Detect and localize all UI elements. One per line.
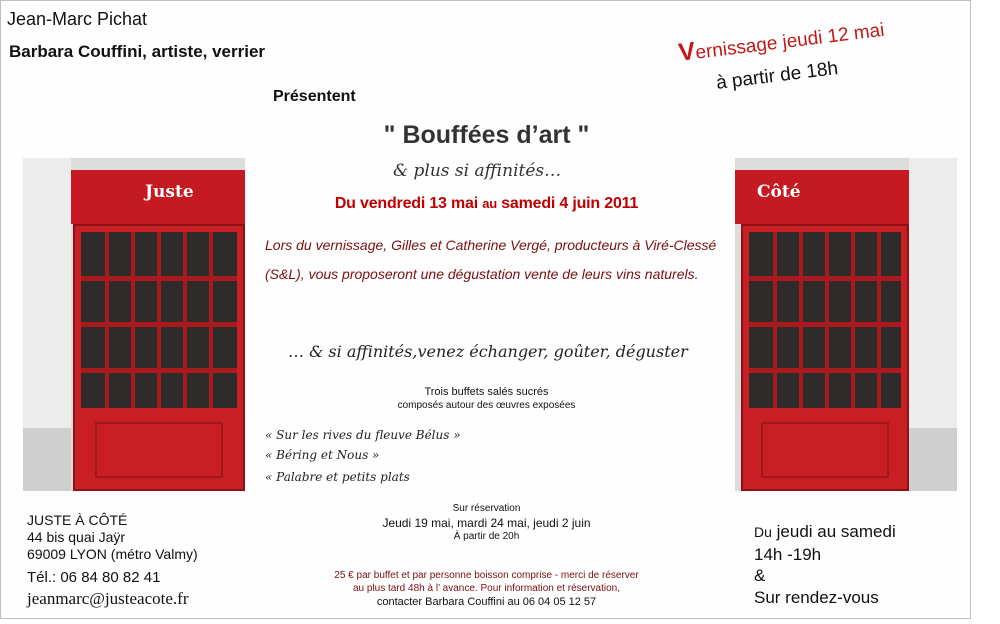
event-subtitle: & plus si affinités… — [393, 161, 562, 181]
storefront-photo-left — [23, 158, 245, 491]
opening-days-range: jeudi au samedi — [776, 522, 896, 541]
event-title: " Bouffées d’art " — [383, 121, 590, 149]
pricing-line-2: au plus tard 48h à l’ avance. Pour information et réservation, — [352, 583, 620, 594]
stone-base — [909, 428, 957, 491]
door-bar — [209, 232, 213, 408]
shop-sign-juste: Juste — [145, 182, 194, 202]
door-bar — [131, 232, 135, 408]
pricing-line-1: 25 € par buffet et par personne boisson comprise - merci de réserver — [334, 570, 639, 581]
vernissage-date — [677, 14, 886, 68]
vernissage-initial: V — [677, 36, 697, 67]
organizer-name: Jean-Marc Pichat — [7, 9, 148, 29]
door-bar — [799, 232, 803, 408]
door-bar — [773, 232, 777, 408]
door-bar — [105, 232, 109, 408]
buffet-item: « Béring et Nous » — [265, 448, 380, 462]
venue-city: 69009 LYON (métro Valmy) — [27, 546, 198, 562]
reservation-time: À partir de 20h — [453, 531, 520, 542]
buffet-item: « Sur les rives du fleuve Bélus » — [265, 428, 461, 442]
presents-label: Présentent — [273, 88, 356, 105]
opening-days — [754, 522, 896, 542]
red-door — [73, 224, 245, 491]
reservation-label: Sur réservation — [452, 503, 521, 514]
affinites-line: … & si affinités,venez échanger, goûter, déguster — [288, 342, 688, 361]
description-line-2: (S&L), vous proposeront une dégustation vente de leurs vins naturels. — [265, 266, 699, 282]
door-panel — [761, 422, 889, 478]
reservation-dates: Jeudi 19 mai, mardi 24 mai, jeudi 2 juin — [382, 516, 591, 530]
phone-number: Tél.: 06 84 80 82 41 — [27, 569, 161, 586]
description-line-1: Lors du vernissage, Gilles et Catherine Vergé, producteurs à Viré-Clessé — [265, 237, 717, 253]
door-bar — [157, 232, 161, 408]
contact-line: contacter Barbara Couffini au 06 04 05 12 57 — [376, 596, 597, 608]
red-door — [741, 224, 909, 491]
dates-start: Du vendredi 13 mai — [334, 195, 478, 212]
vernissage-date-text: ernissage jeudi 12 mai — [694, 19, 886, 64]
venue-street: 44 bis quai Jaÿr — [27, 529, 126, 545]
buffets-subheading: composés autour des œuvres exposées — [397, 400, 576, 411]
venue-name: JUSTE À CÔTÉ — [27, 512, 128, 528]
dates-end: samedi 4 juin 2011 — [501, 195, 639, 212]
vernissage-time: à partir de 18h — [715, 58, 840, 94]
dates-connector: au — [482, 196, 497, 211]
buffets-heading: Trois buffets salés sucrés — [424, 386, 549, 398]
opening-days-prefix: Du — [754, 524, 772, 540]
door-bar — [851, 232, 855, 408]
door-bar — [877, 232, 881, 408]
opening-hours: 14h -19h — [754, 545, 822, 564]
appointment-note: Sur rendez-vous — [754, 588, 879, 607]
door-panel — [95, 422, 223, 478]
storefront-photo-right — [735, 158, 957, 491]
door-bar — [825, 232, 829, 408]
email-address: jeanmarc@justeacote.fr — [27, 589, 189, 608]
door-bar — [183, 232, 187, 408]
artist-name: Barbara Couffini, artiste, verrier — [9, 42, 266, 61]
stone-base — [23, 428, 71, 491]
buffet-item: « Palabre et petits plats — [265, 470, 410, 484]
shop-sign-cote: Côté — [757, 182, 801, 202]
opening-ampersand: & — [754, 566, 766, 585]
